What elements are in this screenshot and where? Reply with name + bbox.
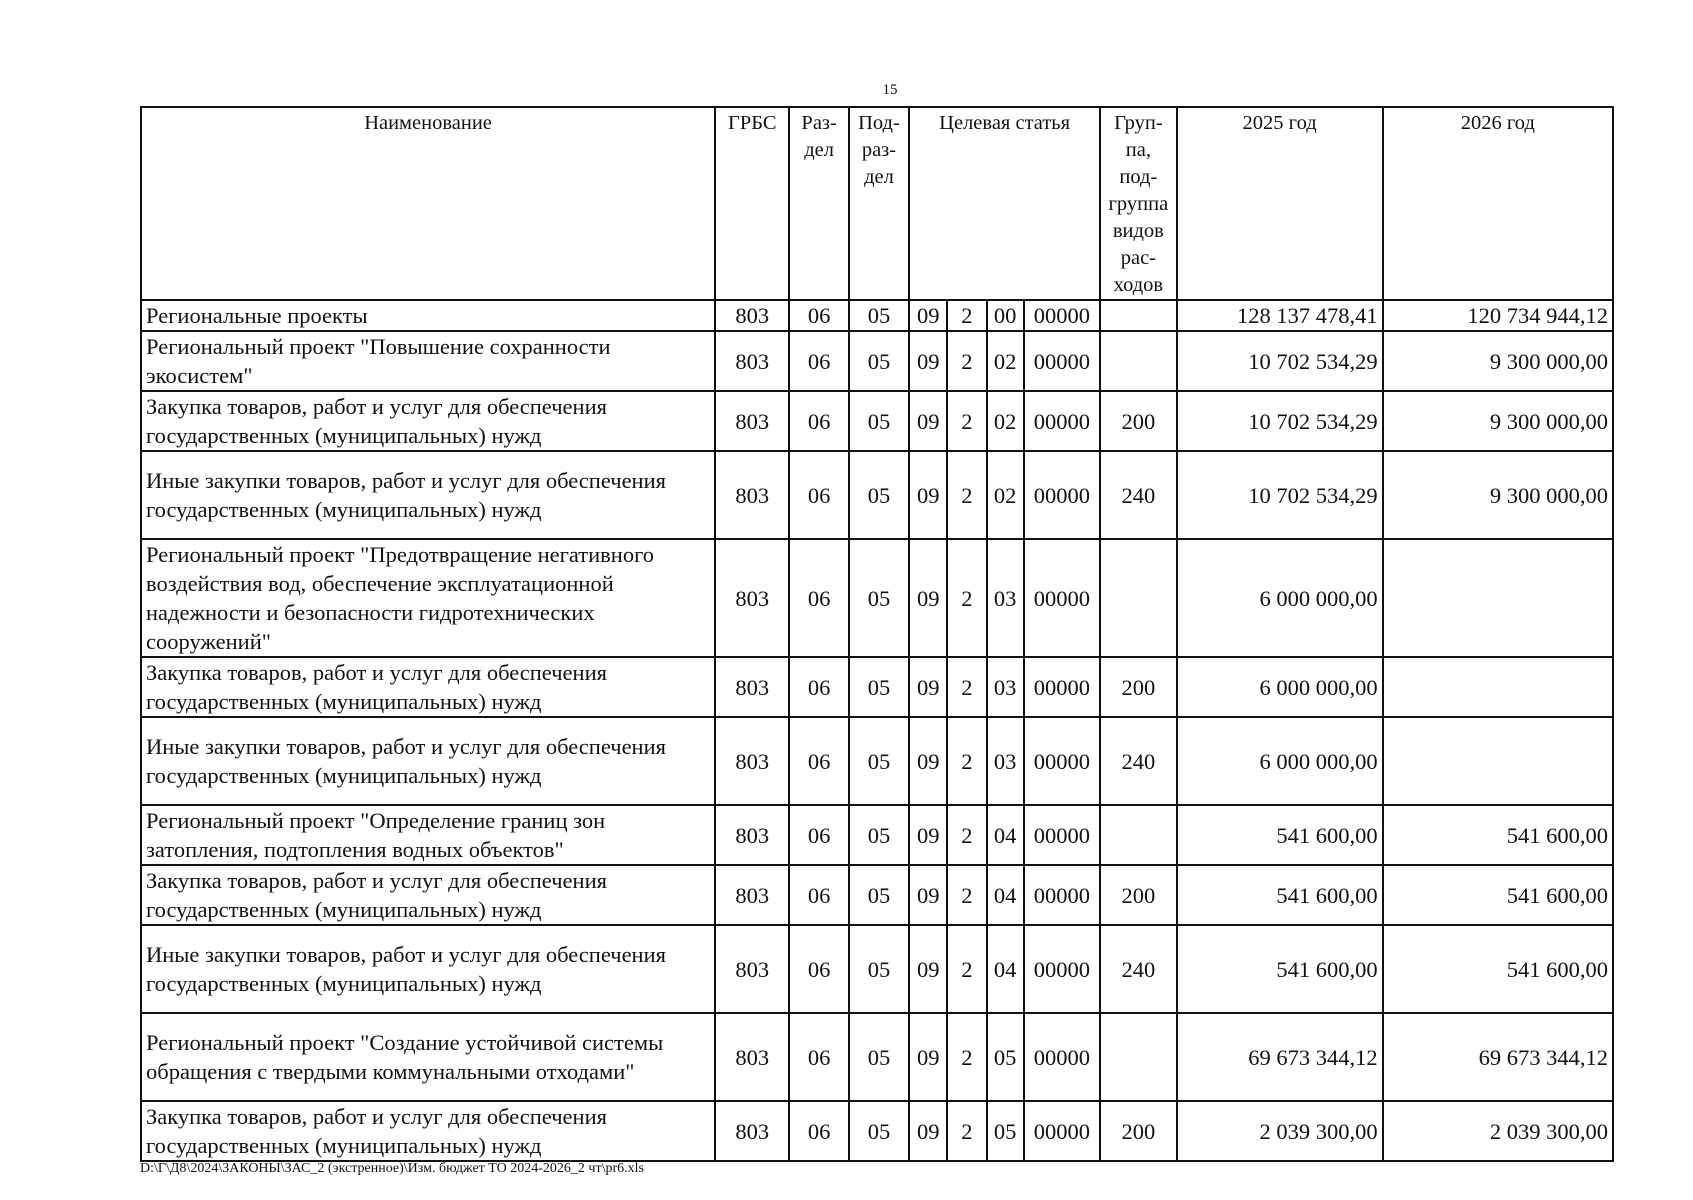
razdel-cell: 06 <box>789 717 848 805</box>
target-subprogram-cell: 2 <box>947 925 986 1013</box>
row-name-cell: Региональный проект "Определение границ зон затопления, подтопления водных объектов" <box>141 805 715 865</box>
target-project-cell: 03 <box>987 539 1024 657</box>
target-program-cell: 09 <box>909 1013 947 1101</box>
amount-2025-cell: 2 039 300,00 <box>1177 1101 1383 1161</box>
target-subprogram-cell: 2 <box>947 539 986 657</box>
target-subprogram-cell: 2 <box>947 657 986 717</box>
table-row <box>141 331 1613 391</box>
amount-2025-cell: 6 000 000,00 <box>1177 717 1383 805</box>
amount-2026-cell: 541 600,00 <box>1383 865 1613 925</box>
expense-group-cell <box>1100 539 1176 657</box>
expense-group-cell: 200 <box>1100 1101 1176 1161</box>
target-program-cell: 09 <box>909 539 947 657</box>
expense-group-cell: 240 <box>1100 717 1176 805</box>
table-row <box>141 1101 1613 1161</box>
target-project-cell: 04 <box>987 925 1024 1013</box>
amount-2025-cell: 69 673 344,12 <box>1177 1013 1383 1101</box>
row-name-cell: Региональные проекты <box>141 300 715 331</box>
grbs-cell: 803 <box>715 1013 789 1101</box>
table-row <box>141 805 1613 865</box>
podrazdel-cell: 05 <box>849 1101 909 1161</box>
expense-group-cell: 240 <box>1100 925 1176 1013</box>
amount-2026-cell <box>1383 657 1613 717</box>
podrazdel-cell: 05 <box>849 451 909 539</box>
table-row <box>141 925 1613 1013</box>
target-direction-cell: 00000 <box>1024 539 1100 657</box>
grbs-cell: 803 <box>715 925 789 1013</box>
target-project-cell: 04 <box>987 865 1024 925</box>
target-program-cell: 09 <box>909 300 947 331</box>
expense-group-cell <box>1100 331 1176 391</box>
podrazdel-cell: 05 <box>849 331 909 391</box>
podrazdel-cell: 05 <box>849 300 909 331</box>
target-direction-cell: 00000 <box>1024 451 1100 539</box>
target-project-cell: 02 <box>987 331 1024 391</box>
table-body <box>141 300 1613 1161</box>
amount-2025-cell: 10 702 534,29 <box>1177 331 1383 391</box>
amount-2026-cell <box>1383 717 1613 805</box>
amount-2025-cell: 541 600,00 <box>1177 865 1383 925</box>
header-name: Наименование <box>141 107 715 300</box>
razdel-cell: 06 <box>789 865 848 925</box>
grbs-cell: 803 <box>715 657 789 717</box>
target-program-cell: 09 <box>909 451 947 539</box>
target-subprogram-cell: 2 <box>947 451 986 539</box>
razdel-cell: 06 <box>789 1013 848 1101</box>
podrazdel-cell: 05 <box>849 925 909 1013</box>
podrazdel-cell: 05 <box>849 805 909 865</box>
podrazdel-cell: 05 <box>849 865 909 925</box>
grbs-cell: 803 <box>715 805 789 865</box>
target-program-cell: 09 <box>909 657 947 717</box>
row-name-cell: Закупка товаров, работ и услуг для обеспечения государственных (муниципальных) нужд <box>141 391 715 451</box>
podrazdel-cell: 05 <box>849 391 909 451</box>
amount-2026-cell: 120 734 944,12 <box>1383 300 1613 331</box>
razdel-cell: 06 <box>789 300 848 331</box>
row-name-cell: Иные закупки товаров, работ и услуг для обеспечения государственных (муниципальных) нужд <box>141 451 715 539</box>
target-direction-cell: 00000 <box>1024 1013 1100 1101</box>
target-subprogram-cell: 2 <box>947 1101 986 1161</box>
target-subprogram-cell: 2 <box>947 805 986 865</box>
target-project-cell: 03 <box>987 657 1024 717</box>
razdel-cell: 06 <box>789 925 848 1013</box>
target-project-cell: 04 <box>987 805 1024 865</box>
header-target-article: Целевая статья <box>909 107 1100 300</box>
razdel-cell: 06 <box>789 331 848 391</box>
amount-2025-cell: 6 000 000,00 <box>1177 539 1383 657</box>
header-row <box>141 107 1613 300</box>
target-project-cell: 05 <box>987 1101 1024 1161</box>
target-subprogram-cell: 2 <box>947 300 986 331</box>
target-subprogram-cell: 2 <box>947 717 986 805</box>
header-2026: 2026 год <box>1383 107 1613 300</box>
expense-group-cell: 240 <box>1100 451 1176 539</box>
table-row <box>141 391 1613 451</box>
target-program-cell: 09 <box>909 925 947 1013</box>
row-name-cell: Региональный проект "Предотвращение негативного воздействия вод, обеспечение эксплуатационной надежности и безопасности гидротехнических сооружений" <box>141 539 715 657</box>
target-program-cell: 09 <box>909 331 947 391</box>
amount-2025-cell: 10 702 534,29 <box>1177 391 1383 451</box>
grbs-cell: 803 <box>715 1101 789 1161</box>
table-row <box>141 1013 1613 1101</box>
target-project-cell: 03 <box>987 717 1024 805</box>
header-2025: 2025 год <box>1177 107 1383 300</box>
amount-2025-cell: 128 137 478,41 <box>1177 300 1383 331</box>
target-project-cell: 00 <box>987 300 1024 331</box>
target-project-cell: 05 <box>987 1013 1024 1101</box>
razdel-cell: 06 <box>789 657 848 717</box>
header-expense-group: Груп- па, под- группа видов рас- ходов <box>1100 107 1176 300</box>
grbs-cell: 803 <box>715 539 789 657</box>
target-direction-cell: 00000 <box>1024 391 1100 451</box>
amount-2025-cell: 541 600,00 <box>1177 925 1383 1013</box>
razdel-cell: 06 <box>789 539 848 657</box>
header-podrazdel: Под- раз- дел <box>849 107 909 300</box>
row-name-cell: Региональный проект "Создание устойчивой системы обращения с твердыми коммунальными отходами" <box>141 1013 715 1101</box>
amount-2026-cell: 9 300 000,00 <box>1383 331 1613 391</box>
target-direction-cell: 00000 <box>1024 331 1100 391</box>
amount-2026-cell: 2 039 300,00 <box>1383 1101 1613 1161</box>
amount-2025-cell: 10 702 534,29 <box>1177 451 1383 539</box>
amount-2025-cell: 6 000 000,00 <box>1177 657 1383 717</box>
grbs-cell: 803 <box>715 717 789 805</box>
expense-group-cell: 200 <box>1100 391 1176 451</box>
target-program-cell: 09 <box>909 1101 947 1161</box>
expense-group-cell <box>1100 300 1176 331</box>
expense-group-cell <box>1100 805 1176 865</box>
target-program-cell: 09 <box>909 391 947 451</box>
table-row <box>141 300 1613 331</box>
grbs-cell: 803 <box>715 865 789 925</box>
razdel-cell: 06 <box>789 391 848 451</box>
target-program-cell: 09 <box>909 865 947 925</box>
grbs-cell: 803 <box>715 391 789 451</box>
amount-2025-cell: 541 600,00 <box>1177 805 1383 865</box>
amount-2026-cell: 541 600,00 <box>1383 805 1613 865</box>
razdel-cell: 06 <box>789 451 848 539</box>
header-grbs: ГРБС <box>715 107 789 300</box>
target-subprogram-cell: 2 <box>947 865 986 925</box>
target-direction-cell: 00000 <box>1024 717 1100 805</box>
podrazdel-cell: 05 <box>849 657 909 717</box>
expense-group-cell: 200 <box>1100 657 1176 717</box>
grbs-cell: 803 <box>715 451 789 539</box>
amount-2026-cell: 541 600,00 <box>1383 925 1613 1013</box>
header-razdel: Раз- дел <box>789 107 848 300</box>
razdel-cell: 06 <box>789 805 848 865</box>
table-row <box>141 451 1613 539</box>
target-project-cell: 02 <box>987 451 1024 539</box>
table-row <box>141 539 1613 657</box>
expense-group-cell <box>1100 1013 1176 1101</box>
target-direction-cell: 00000 <box>1024 657 1100 717</box>
podrazdel-cell: 05 <box>849 717 909 805</box>
target-program-cell: 09 <box>909 717 947 805</box>
podrazdel-cell: 05 <box>849 539 909 657</box>
row-name-cell: Иные закупки товаров, работ и услуг для обеспечения государственных (муниципальных) нужд <box>141 717 715 805</box>
target-subprogram-cell: 2 <box>947 331 986 391</box>
target-project-cell: 02 <box>987 391 1024 451</box>
amount-2026-cell: 69 673 344,12 <box>1383 1013 1613 1101</box>
table-row <box>141 657 1613 717</box>
target-subprogram-cell: 2 <box>947 391 986 451</box>
razdel-cell: 06 <box>789 1101 848 1161</box>
amount-2026-cell <box>1383 539 1613 657</box>
file-path-footer: D:\Г\Д8\2024\ЗАКОНЫ\ЗАС_2 (экстренное)\Изм. бюджет ТО 2024-2026_2 чт\pr6.xls <box>140 1161 644 1176</box>
target-subprogram-cell: 2 <box>947 1013 986 1101</box>
row-name-cell: Закупка товаров, работ и услуг для обеспечения государственных (муниципальных) нужд <box>141 1101 715 1161</box>
target-direction-cell: 00000 <box>1024 925 1100 1013</box>
target-direction-cell: 00000 <box>1024 865 1100 925</box>
table-row <box>141 717 1613 805</box>
podrazdel-cell: 05 <box>849 1013 909 1101</box>
target-direction-cell: 00000 <box>1024 1101 1100 1161</box>
row-name-cell: Региональный проект "Повышение сохранности экосистем" <box>141 331 715 391</box>
grbs-cell: 803 <box>715 300 789 331</box>
page-number: 15 <box>882 82 898 98</box>
expense-group-cell: 200 <box>1100 865 1176 925</box>
grbs-cell: 803 <box>715 331 789 391</box>
target-direction-cell: 00000 <box>1024 805 1100 865</box>
table-row <box>141 865 1613 925</box>
amount-2026-cell: 9 300 000,00 <box>1383 391 1613 451</box>
row-name-cell: Закупка товаров, работ и услуг для обеспечения государственных (муниципальных) нужд <box>141 657 715 717</box>
amount-2026-cell: 9 300 000,00 <box>1383 451 1613 539</box>
budget-table <box>140 106 1614 1162</box>
target-direction-cell: 00000 <box>1024 300 1100 331</box>
row-name-cell: Иные закупки товаров, работ и услуг для обеспечения государственных (муниципальных) нужд <box>141 925 715 1013</box>
target-program-cell: 09 <box>909 805 947 865</box>
row-name-cell: Закупка товаров, работ и услуг для обеспечения государственных (муниципальных) нужд <box>141 865 715 925</box>
